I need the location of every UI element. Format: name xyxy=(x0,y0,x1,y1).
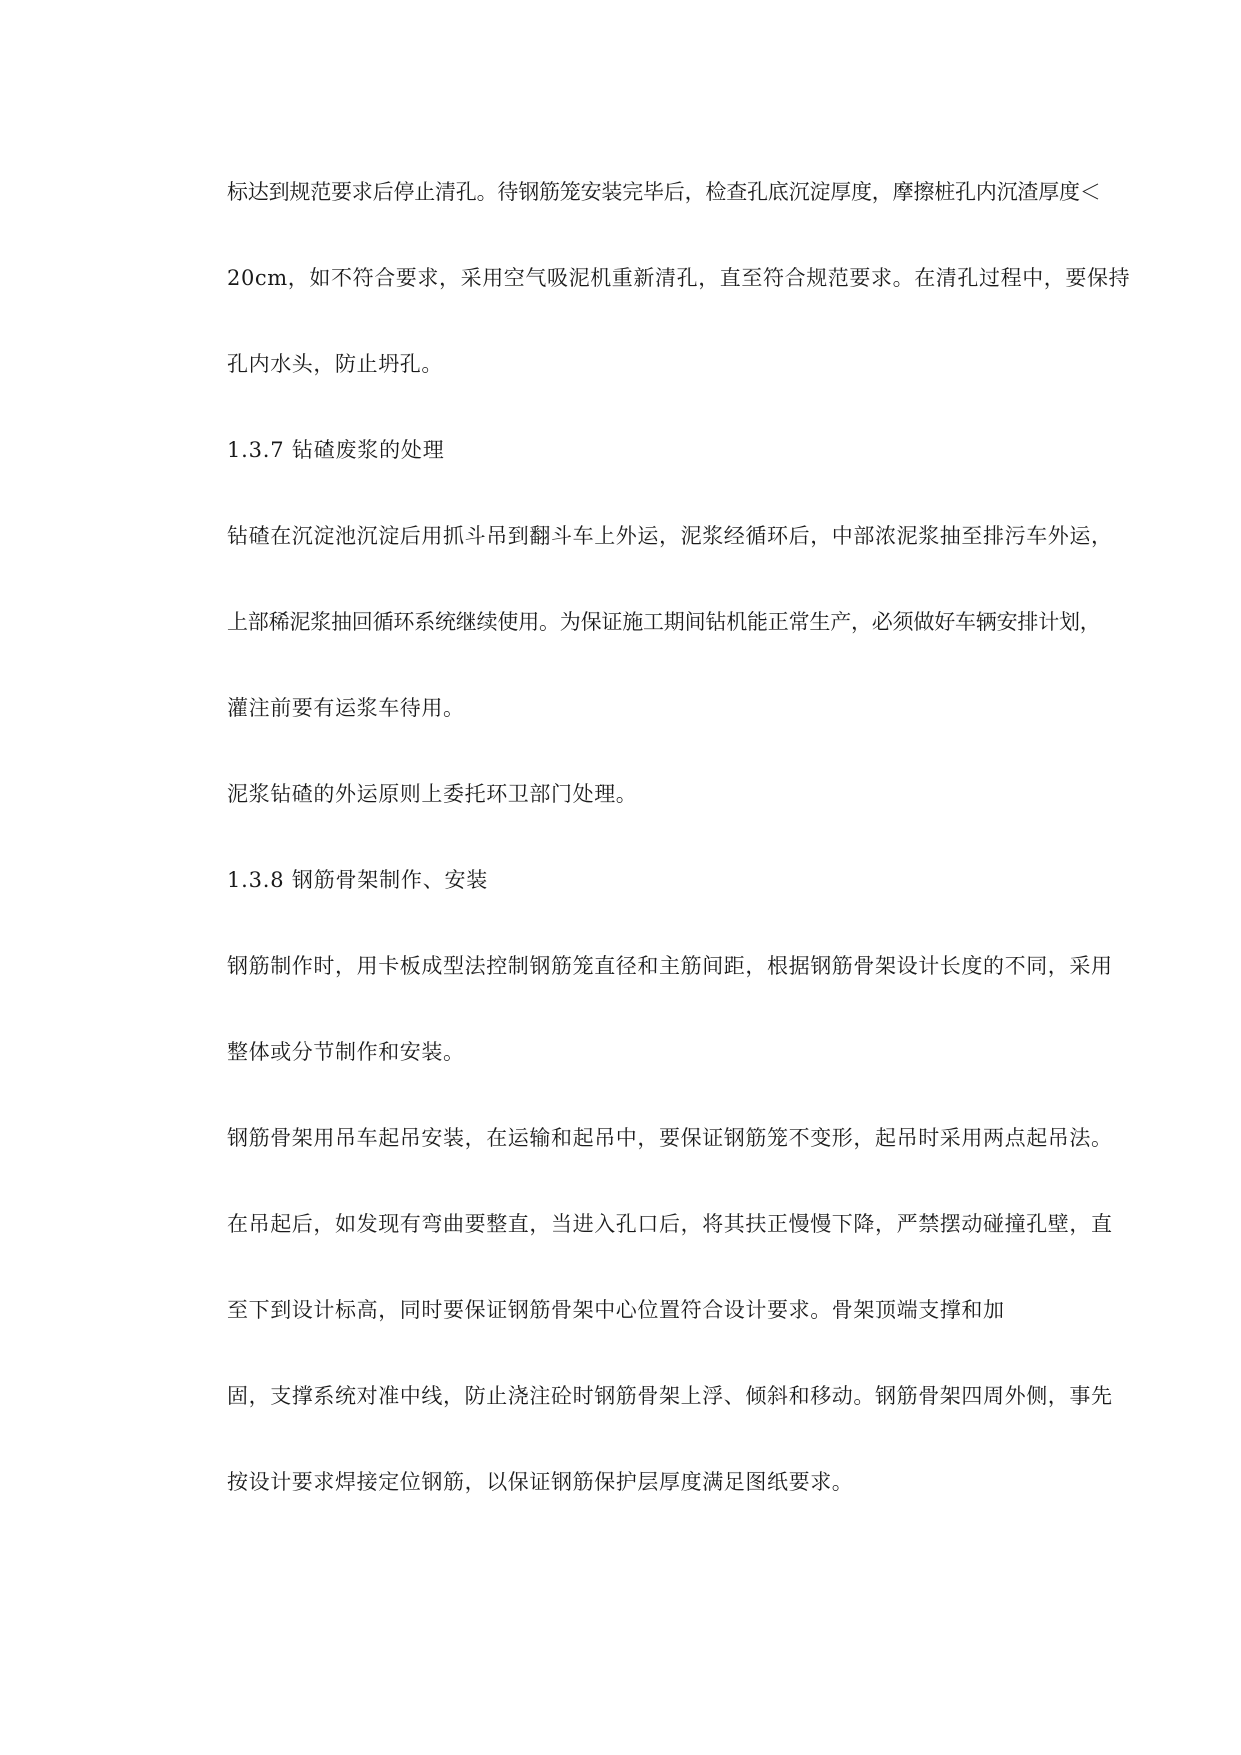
paragraph-line: 灌注前要有运浆车待用。 xyxy=(227,696,465,720)
paragraph-line: 泥浆钻碴的外运原则上委托环卫部门处理。 xyxy=(227,782,638,806)
paragraph-line: 钢筋制作时，用卡板成型法控制钢筋笼直径和主筋间距，根据钢筋骨架设计长度的不同，采用 xyxy=(227,954,1113,978)
paragraph-line: 标达到规范要求后停止清孔。待钢筋笼安装完毕后，检查孔底沉淀厚度，摩擦桩孔内沉渣厚度＜ xyxy=(227,180,1101,204)
paragraph-line: 按设计要求焊接定位钢筋，以保证钢筋保护层厚度满足图纸要求。 xyxy=(227,1470,854,1494)
paragraph-line: 20cm，如不符合要求，采用空气吸泥机重新清孔，直至符合规范要求。在清孔过程中，要保持 xyxy=(227,266,1131,290)
paragraph-line: 孔内水头，防止坍孔。 xyxy=(227,352,443,376)
paragraph-line: 在吊起后，如发现有弯曲要整直，当进入孔口后，将其扶正慢慢下降，严禁摆动碰撞孔壁，直 xyxy=(227,1212,1113,1236)
paragraph-line: 至下到设计标高，同时要保证钢筋骨架中心位置符合设计要求。骨架顶端支撑和加 xyxy=(227,1298,1005,1322)
paragraph-line: 整体或分节制作和安装。 xyxy=(227,1040,465,1064)
section-heading-1-3-8: 1.3.8 钢筋骨架制作、安装 xyxy=(227,868,489,892)
paragraph-line: 钻碴在沉淀池沉淀后用抓斗吊到翻斗车上外运，泥浆经循环后，中部浓泥浆抽至排污车外运， xyxy=(227,524,1113,548)
paragraph-line: 钢筋骨架用吊车起吊安装，在运输和起吊中，要保证钢筋笼不变形，起吊时采用两点起吊法。 xyxy=(227,1126,1113,1150)
section-heading-1-3-7: 1.3.7 钻碴废浆的处理 xyxy=(227,438,445,462)
paragraph-line: 上部稀泥浆抽回循环系统继续使用。为保证施工期间钻机能正常生产，必须做好车辆安排计划， xyxy=(227,610,1101,634)
paragraph-line: 固，支撑系统对准中线，防止浇注砼时钢筋骨架上浮、倾斜和移动。钢筋骨架四周外侧，事先 xyxy=(227,1384,1113,1408)
